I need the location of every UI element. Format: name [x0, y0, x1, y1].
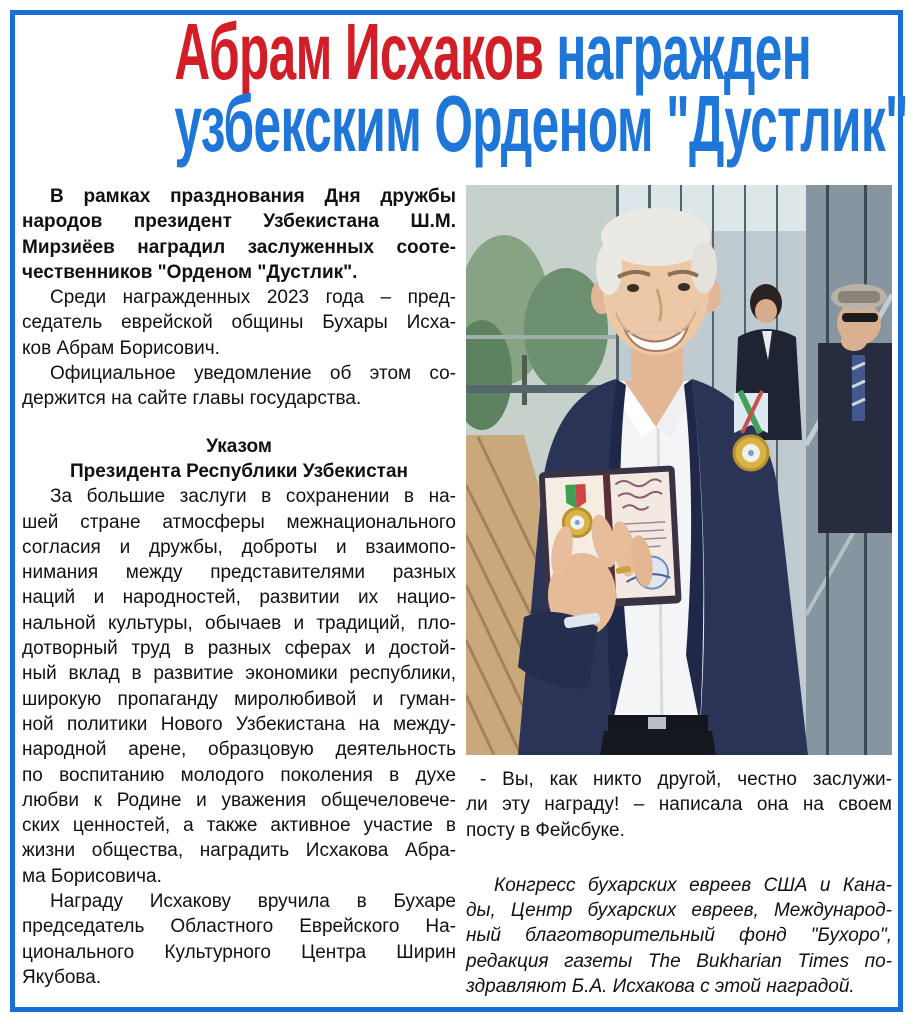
text-line: жизни общества, наградить Исхакова Абра-	[22, 840, 456, 862]
text-line: наций и народностей, развитии их нацио-	[22, 587, 456, 609]
photo-caption-area	[466, 767, 892, 999]
text-line: народной арене, образцовую деятельность	[22, 739, 456, 761]
text-line: широкую пропаганду миролюбивой и гуман-	[22, 688, 456, 710]
article-right-column	[466, 185, 892, 999]
text-line: За большие заслуги в сохранении в на-	[50, 486, 456, 508]
text-line: здравляют Б.А. Исхакова с этой наградой.	[466, 976, 855, 998]
paragraph	[466, 873, 892, 999]
paragraph	[22, 889, 456, 990]
eye-left	[627, 284, 639, 292]
paragraph	[22, 361, 456, 412]
article-left-column	[22, 184, 456, 990]
text-line: любви к Родине и уважения общечеловече-	[22, 789, 456, 811]
text-line: Официальное уведомление об этом со-	[50, 363, 456, 385]
text-line: согласия и дружбы, доброты и взаимопо-	[22, 536, 456, 558]
text-line: держится на сайте главы государства.	[22, 388, 362, 410]
text-line: шей стране атмосферы межнационального	[22, 511, 456, 533]
text-line: нимания между представителями разных	[22, 562, 456, 584]
text-line: по воспитанию молодого поколения в духе	[22, 764, 456, 786]
text-line: ды, Центр бухарских евреев, Международ-	[466, 900, 892, 922]
belt-buckle	[648, 717, 666, 729]
headline-name-red: Абрам Исхаков	[174, 7, 544, 96]
paragraph	[22, 285, 456, 361]
award-photo	[466, 185, 892, 755]
text-line: ной политики Нового Узбекистана на между-	[22, 713, 456, 735]
glass-rail-upper	[466, 335, 616, 339]
text-line: Награду Исхакову вручила в Бухаре	[50, 891, 456, 913]
photo-illustration	[466, 185, 892, 755]
text-line: посту в Фейсбуке.	[466, 819, 625, 841]
text-line: ный вклад в развитие экономики республики,	[22, 663, 456, 685]
paragraph	[22, 484, 456, 889]
text-line: ционального Культурного Центра Ширин	[22, 941, 456, 963]
headline-line2: узбекским Орденом "Дустлик"	[174, 79, 908, 168]
text-line: Конгресс бухарских евреев США и Кана-	[494, 874, 892, 896]
trousers	[600, 731, 716, 755]
text-line: - Вы, как никто другой, честно заслужи-	[480, 769, 892, 790]
section-heading	[22, 434, 456, 485]
paragraph	[466, 767, 892, 843]
text-line: ских ценностей, а также активное участие в	[22, 815, 456, 837]
text-line: ли эту награду! – написала она на своем	[466, 794, 892, 816]
text-line: седатель еврейской общины Бухары Исха-	[22, 312, 456, 334]
text-line: председатель Областного Еврейского На-	[22, 916, 456, 938]
text-line: Якубова.	[22, 966, 102, 988]
text-line: Среди награжденных 2023 года – пред-	[50, 287, 456, 309]
paragraph	[22, 184, 456, 285]
eye-right	[678, 283, 690, 291]
text-line: дотворный труд в разных сферах и достой-	[22, 638, 456, 660]
text-line: Указом	[206, 435, 272, 457]
text-line: В рамках празднования Дня дружбы	[50, 186, 456, 207]
text-line: Президента Республики Узбекистан	[69, 460, 409, 482]
text-line: редакция газеты The Bukharian Times по-	[466, 950, 892, 972]
text-line: чественников "Орденом "Дустлик".	[22, 261, 358, 283]
headline-line1	[174, 7, 812, 96]
text-line: ков Абрам Борисович.	[22, 337, 220, 359]
text-line: Мирзиёев наградил заслуженных сооте-	[22, 236, 456, 258]
text-line: ный благотворительный фонд "Бухоро",	[466, 925, 892, 947]
headline	[0, 7, 918, 168]
text-line: нальной культуры, обычаев и традиций, пло-	[22, 612, 456, 634]
text-line: ма Борисовича.	[22, 865, 162, 887]
headline-rest-blue: награжден	[543, 7, 812, 96]
text-line: народов президент Узбекистана Ш.М.	[22, 211, 456, 233]
